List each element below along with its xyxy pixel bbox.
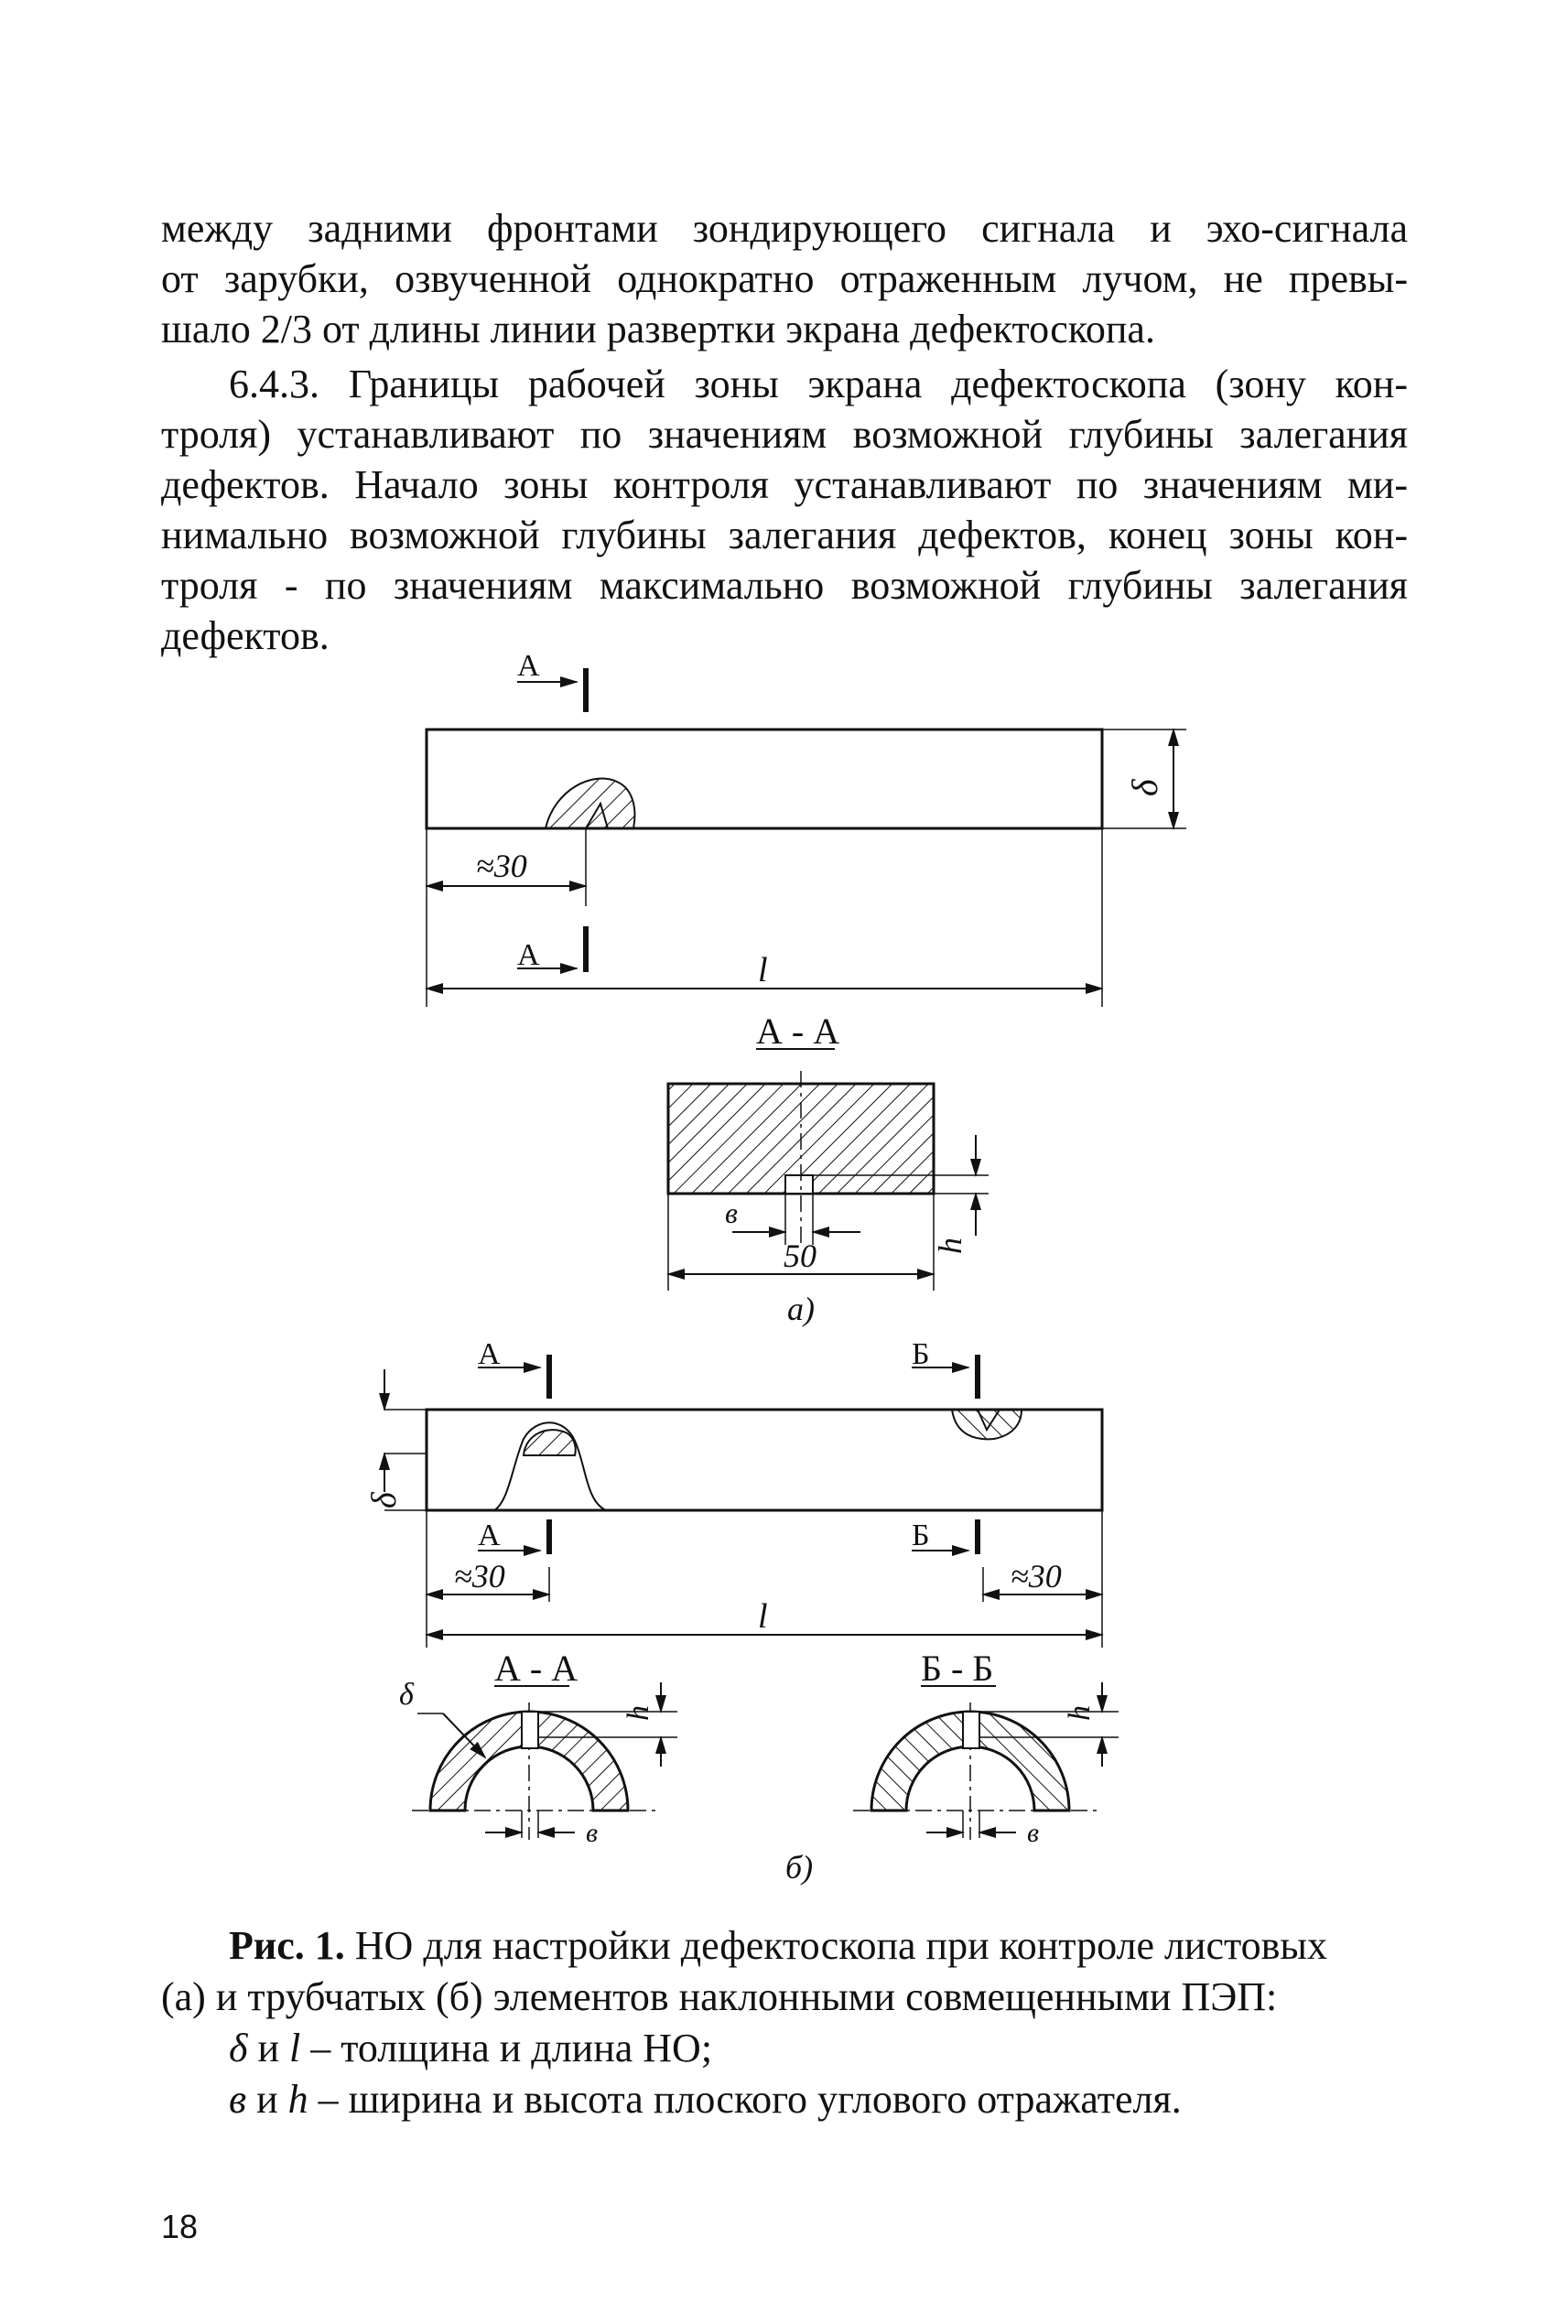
section-mark-a-bottom: А (517, 938, 540, 972)
dim-30-right-b: ≈30 (1011, 1558, 1062, 1594)
dim-50-a: 50 (784, 1238, 816, 1274)
dim-h-section-b: h (1063, 1705, 1097, 1721)
section-title-b-b: Б - Б (921, 1648, 994, 1689)
caption-text-4b: – ширина и высота плоского углового отражателя. (308, 2077, 1182, 2122)
symbol-h: h (287, 2077, 308, 2122)
section-title-a-a: А - А (756, 1011, 840, 1052)
dim-b-section-b: в (1027, 1818, 1040, 1848)
dim-h-section-a: h (622, 1705, 655, 1721)
text-line: троля - по значениям максимально возможной глубины залегания (161, 563, 1408, 608)
figure-b (365, 1337, 1119, 1886)
caption-line-4 (229, 2074, 1182, 2125)
symbol-b: в (229, 2077, 247, 2122)
dim-b-section-a: в (586, 1818, 599, 1848)
dim-delta-a: δ (1124, 779, 1165, 796)
text-line: дефектов. Начало зоны контроля устанавливают по значениям ми- (161, 462, 1408, 507)
section-mark-b-top: Б (912, 1337, 930, 1371)
section-mark-b-bottom: Б (912, 1519, 930, 1552)
dim-l-a: l (758, 951, 768, 989)
sublabel-b: б) (785, 1849, 814, 1886)
caption-line-2: (а) и трубчатых (б) элементов наклонными совмещенными ПЭП: (161, 1974, 1278, 2019)
plate-a-side-view (427, 730, 1102, 828)
dim-delta-b: δ (365, 1492, 404, 1508)
caption-text-3a: и (247, 2026, 289, 2070)
sublabel-a: а) (787, 1291, 815, 1327)
figure-a (427, 649, 1186, 1327)
caption-line-3 (229, 2023, 712, 2074)
symbol-delta: δ (229, 2026, 248, 2070)
section-mark-a-bottom-b: А (478, 1519, 501, 1552)
symbol-l: l (289, 2026, 301, 2070)
caption-text-4a: и (246, 2077, 288, 2122)
text-line: дефектов. (161, 613, 330, 658)
caption-label: Рис. 1. (229, 1923, 345, 1968)
text-line: между задними фронтами зондирующего сигнала и эхо-сигнала (161, 206, 1408, 251)
caption-text-1: НО для настройки дефектоскопа при контроле листовых (344, 1923, 1327, 1968)
text-line: 6.4.3. Границы рабочей зоны экрана дефектоскопа (зону кон- (229, 362, 1408, 406)
dim-b-a: в (725, 1196, 738, 1229)
section-mark-a-top: А (517, 649, 540, 683)
page-number: 18 (161, 2208, 199, 2245)
caption-line-1 (229, 1920, 1327, 1972)
dim-30-a: ≈30 (476, 848, 527, 884)
dim-h-a: h (932, 1238, 968, 1254)
text-line: от зарубки, озвученной однократно отраженным лучом, не превы- (161, 256, 1408, 301)
dim-delta-section-b: δ (399, 1678, 414, 1712)
dim-l-b: l (758, 1597, 768, 1636)
text-line: шало 2/3 от длины линии развертки экрана дефектоскопа. (161, 307, 1155, 351)
caption-text-3b: – толщина и длина НО; (300, 2026, 713, 2070)
dim-30-left-b: ≈30 (454, 1558, 505, 1594)
section-title-a-a-b: А - А (494, 1648, 579, 1689)
text-line: троля) устанавливают по значениям возможной глубины залегания (161, 412, 1408, 457)
section-mark-a-top-b: А (478, 1337, 501, 1371)
text-line: нимально возможной глубины залегания дефектов, конец зоны кон- (161, 513, 1408, 557)
